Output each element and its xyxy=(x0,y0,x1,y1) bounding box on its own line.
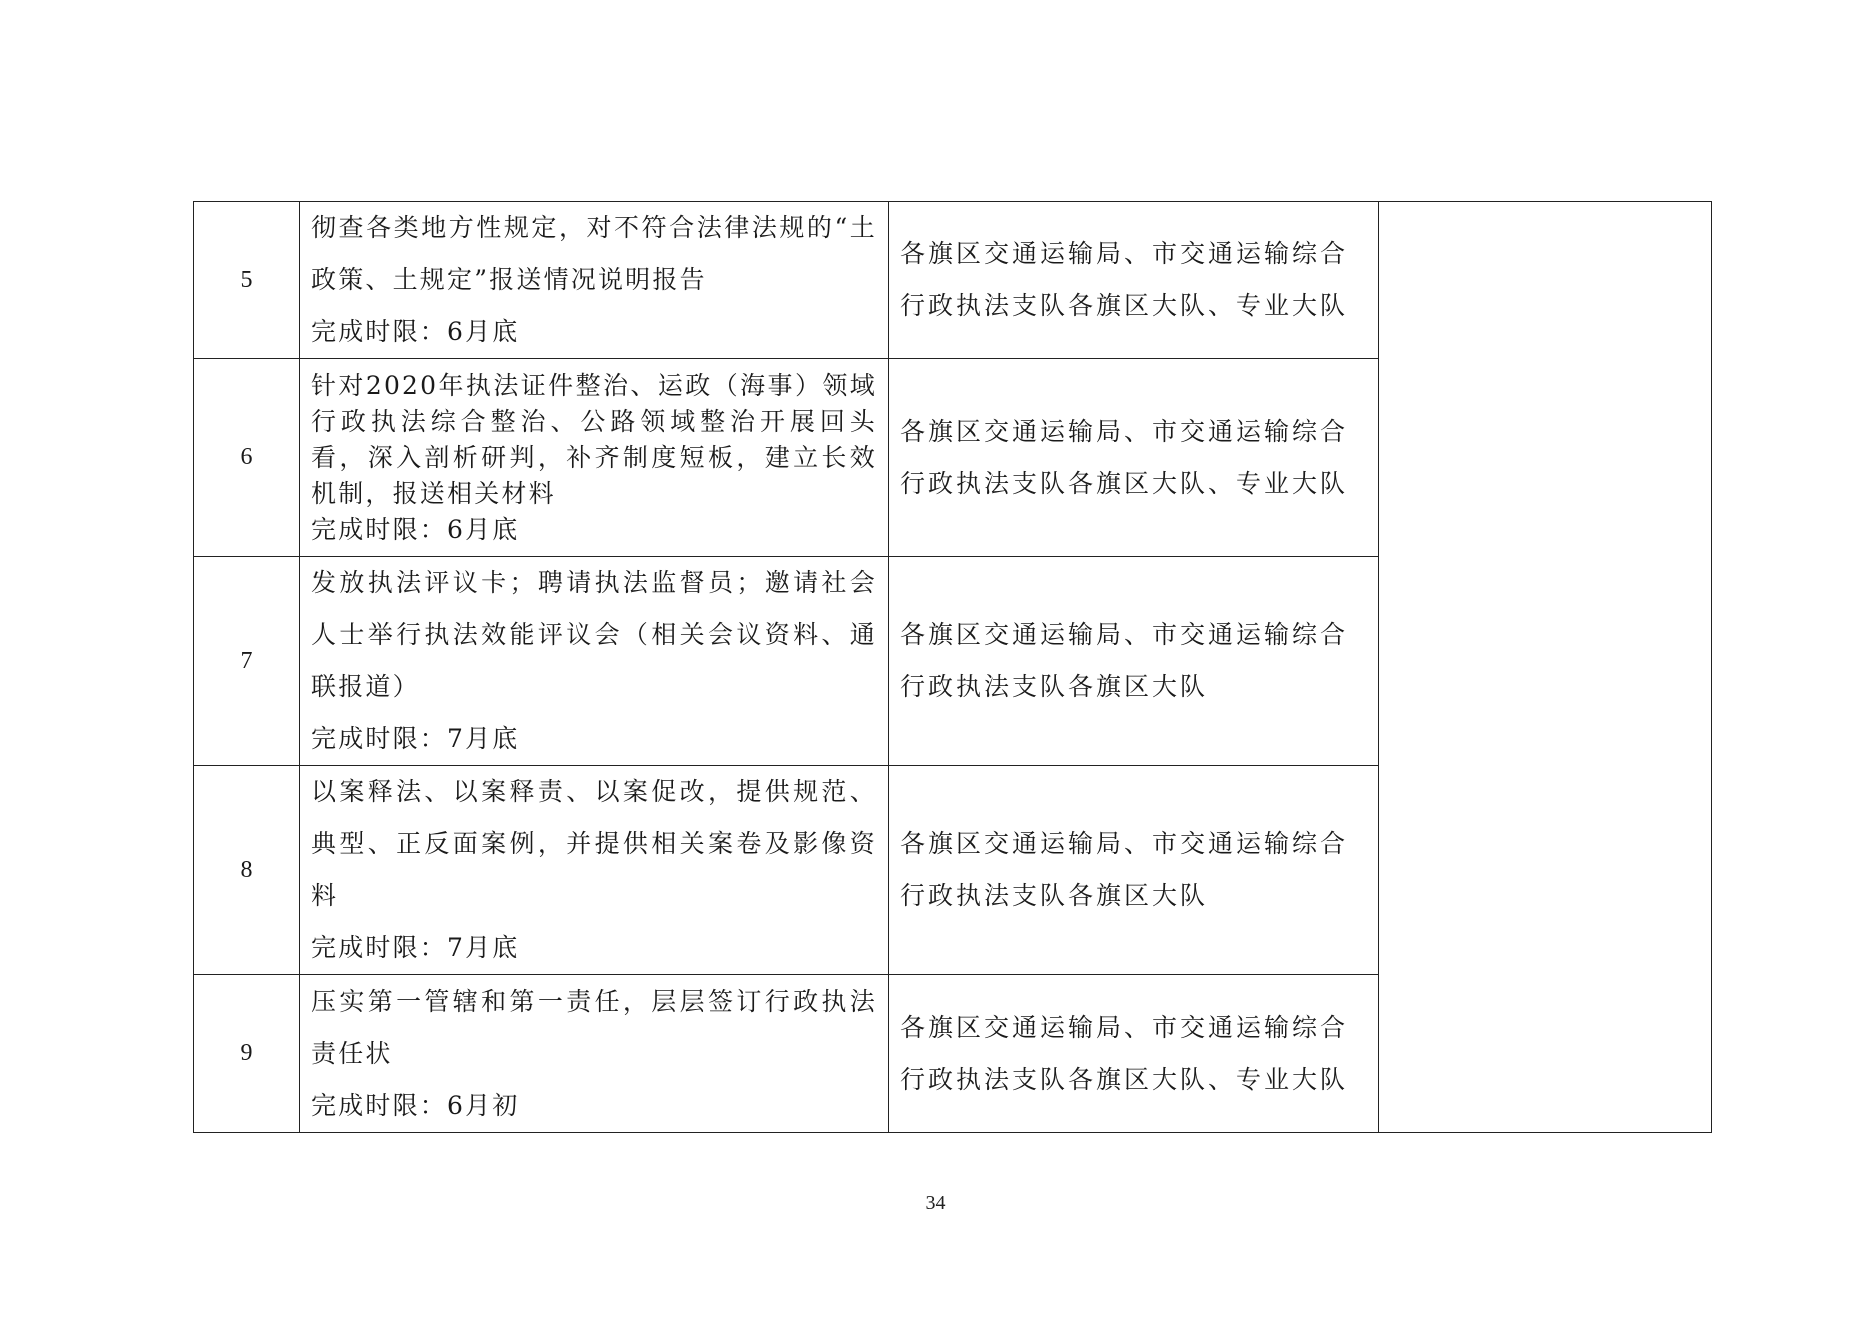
task-table xyxy=(193,201,1712,1133)
page-number: 34 xyxy=(925,1192,946,1214)
table-row xyxy=(194,202,1712,359)
task-description: 针对2020年执法证件整治、运政（海事）领域行政执法综合整治、公路领域整治开展回头看，深入剖析研判，补齐制度短板，建立长效机制，报送相关材料 xyxy=(311,370,877,508)
note-cell xyxy=(1379,202,1712,1133)
task-description: 发放执法评议卡；聘请执法监督员；邀请社会人士举行执法效能评议会（相关会议资料、通联报道） xyxy=(311,568,877,701)
row-number: 5 xyxy=(194,202,300,359)
task-deadline: 完成时限：7月底 xyxy=(311,933,520,962)
task-description: 彻查各类地方性规定，对不符合法律法规的“土政策、土规定”报送情况说明报告 xyxy=(311,213,877,294)
task-description: 压实第一管辖和第一责任，层层签订行政执法责任状 xyxy=(311,986,877,1068)
task-deadline: 完成时限：6月底 xyxy=(311,317,520,346)
row-number: 9 xyxy=(194,975,300,1133)
responsible-unit: 各旗区交通运输局、市交通运输综合行政执法支队各旗区大队、专业大队 xyxy=(889,202,1379,359)
task-deadline: 完成时限：6月初 xyxy=(311,1090,520,1120)
task-deadline: 完成时限：6月底 xyxy=(311,514,520,544)
task-cell xyxy=(300,766,889,975)
row-number: 8 xyxy=(194,766,300,975)
row-number: 6 xyxy=(194,359,300,557)
task-deadline: 完成时限：7月底 xyxy=(311,724,520,753)
task-cell xyxy=(300,202,889,359)
responsible-unit: 各旗区交通运输局、市交通运输综合行政执法支队各旗区大队 xyxy=(889,557,1379,766)
row-number: 7 xyxy=(194,557,300,766)
responsible-unit: 各旗区交通运输局、市交通运输综合行政执法支队各旗区大队、专业大队 xyxy=(889,975,1379,1133)
responsible-unit: 各旗区交通运输局、市交通运输综合行政执法支队各旗区大队、专业大队 xyxy=(889,359,1379,557)
responsible-unit: 各旗区交通运输局、市交通运输综合行政执法支队各旗区大队 xyxy=(889,766,1379,975)
task-cell xyxy=(300,975,889,1133)
task-cell xyxy=(300,557,889,766)
task-description: 以案释法、以案释责、以案促改，提供规范、典型、正反面案例，并提供相关案卷及影像资料 xyxy=(311,777,877,910)
task-cell xyxy=(300,359,889,557)
